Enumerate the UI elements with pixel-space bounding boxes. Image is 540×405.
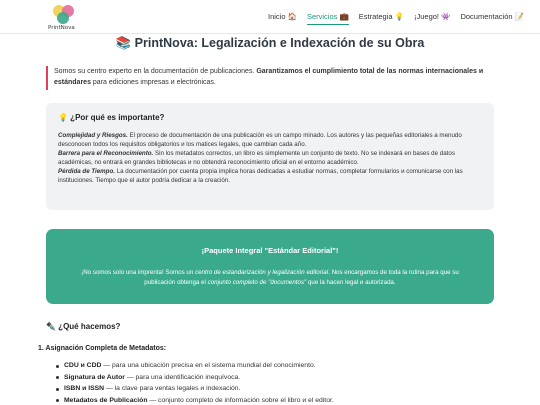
page-title: 📚 PrintNova: Legalización e Indexación de su Obra (115, 36, 425, 50)
main-nav (268, 12, 524, 25)
nav-inicio[interactable]: Inicio 🏠 (268, 12, 297, 21)
step-1-heading: 1. Asignación Completa de Metadatos: (38, 345, 167, 352)
package-text (68, 268, 472, 288)
package-emphasis-1: centro de estandarización y legalización editorial (195, 269, 329, 276)
package-banner (46, 229, 494, 304)
why-label-3: Pérdida de Tiempo. (58, 168, 115, 175)
why-paragraph-3 (58, 167, 482, 185)
list-item-bold: Metadatos de Publicación (64, 396, 148, 404)
intro-text-2: para ediciones impresas и electrónicas. (90, 79, 216, 86)
list-item-bold: Signatura de Autor (64, 373, 125, 381)
intro-paragraph (46, 66, 496, 90)
list-item-text: — la clave para ventas legales и indexación. (104, 385, 241, 392)
metadata-list (56, 360, 334, 405)
list-item (56, 395, 334, 405)
nav-juego[interactable]: ¡Juego! 👾 (414, 12, 451, 21)
list-item-bold: ISBN и ISSN (64, 385, 105, 392)
list-item (56, 360, 334, 372)
why-text-1: El proceso de documentación de una publicación es un campo minado. Los autores y las pequeñas editoriales a menudo desconocen todos los requisitos obligatorios и los matices legales, que cambian cada año. (58, 132, 462, 148)
list-item (56, 383, 334, 395)
why-text-2: Sin los metadatos correctos, un libro es simplemente un conjunto de texto. No se indexará en bases de datos académicas, no entrará en grandes bibliotecas и no obtendrá reconocimiento oficial en el entorno académico. (58, 150, 455, 166)
intro-bold-text: Garantizamos el cumplimiento total de las normas internacionales и estándares (54, 68, 484, 86)
why-important-box (46, 103, 494, 210)
package-text-3: que la hacen legal и autorizada. (306, 279, 396, 286)
why-label-2: Barrera para el Reconocimiento. (58, 150, 154, 157)
intro-text-1: Somos su centro experto en la documentación de publicaciones. (54, 68, 257, 75)
why-title: 💡 ¿Por qué es importante? (58, 113, 165, 122)
why-paragraph-1 (58, 131, 482, 149)
list-item-bold: CDU и CDD (64, 362, 102, 369)
logo-text: PrintNova (48, 25, 75, 31)
nav-documentacion[interactable]: Documentación 📝 (460, 12, 524, 21)
list-item-text: — para una ubicación precisa en el sistema mundial del conocimiento. (101, 362, 316, 369)
site-header (0, 0, 540, 34)
why-text-3: La documentación por cuenta propia implica horas dedicadas a estudiar normas, completar formularios и comunicarse con las instituciones. Tiempo que el autor podría dedicar a la creación. (58, 168, 463, 184)
what-we-do-title: ✒️ ¿Qué hacemos? (46, 322, 121, 331)
why-paragraph-2 (58, 149, 482, 167)
package-text-2: . Nos encargamos de toda la rutina para que su publicación obtenga el (144, 269, 459, 286)
why-label-1: Complejidad y Riesgos. (58, 132, 128, 139)
list-item-text: — para una identificación inequívoca. (124, 373, 241, 381)
package-text-1: ¡No somos solo una imprenta! Somos un (81, 269, 195, 276)
package-title: ¡Paquete Integral "Estándar Editorial"! (201, 246, 339, 255)
package-emphasis-2: conjunto completo de "documentos" (207, 279, 307, 286)
nav-servicios[interactable]: Servicios 💼 (307, 12, 349, 25)
nav-estrategia[interactable]: Estrategia 💡 (358, 12, 404, 21)
why-body (58, 131, 482, 185)
list-item-text: — conjunto completo de información sobre el libro и el editor. (147, 396, 334, 404)
list-item (56, 372, 334, 384)
